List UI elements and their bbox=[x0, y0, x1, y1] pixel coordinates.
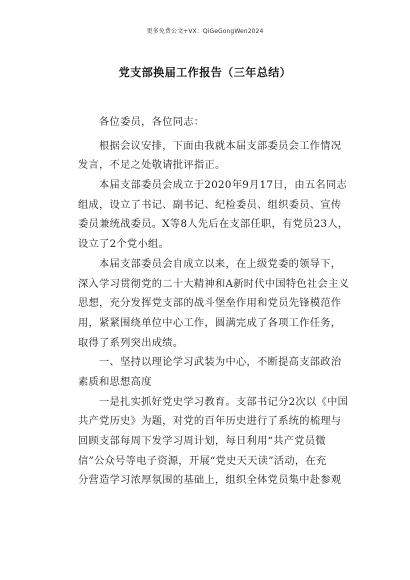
document-body bbox=[78, 113, 350, 491]
body-line: 分营造学习浓厚氛围的基础上，组织全体党员集中赴参观 bbox=[78, 475, 342, 487]
body-line: 深入学习贯彻党的二十大精神和A新时代中国特色社会主义 bbox=[78, 278, 350, 290]
body-line: 思想，充分发挥党支部的战斗堡垒作用和党员先锋模范作 bbox=[78, 298, 342, 310]
body-line: 共产党历史》为题，对党的百年历史进行了系统的梳理与 bbox=[78, 416, 342, 428]
section-heading: 素质和思想高度 bbox=[78, 376, 152, 388]
body-line: 一是扎实抓好党史学习教育。支部书记分2次以《中国 bbox=[99, 396, 349, 408]
body-line: 组成，设立了书记、副书记、纪检委员、组织委员、宣传 bbox=[78, 199, 342, 211]
body-line: 本届支部委员会自成立以来，在上级党委的领导下， bbox=[99, 258, 342, 270]
body-line: 信”公众号等电子资源，开展“党史天天读”活动，在充 bbox=[78, 455, 327, 467]
salutation: 各位委员，各位同志： bbox=[99, 117, 205, 128]
body-line: 本届支部委员会成立于2020年9月17日，由五名同志 bbox=[99, 180, 348, 192]
body-line: 发言，不足之处敬请批评指正。 bbox=[78, 160, 226, 172]
header-note: 更多免费公文+VX：QiGeGongWen2024 bbox=[146, 28, 264, 35]
body-line: 取得了系列突出成绩。 bbox=[78, 337, 184, 349]
body-line: 根据会议安排，下面由我就本届支部委员会工作情况 bbox=[99, 140, 342, 152]
document-title: 党支部换届工作报告（三年总结） bbox=[118, 66, 292, 79]
body-line: 用，紧紧围绕单位中心工作，圆满完成了各项工作任务， bbox=[78, 317, 342, 329]
body-line: 委员兼统战委员。X等8人先后在支部任职，有党员23人， bbox=[78, 219, 349, 231]
section-heading: 一、坚持以理论学习武装为中心，不断提高支部政治 bbox=[99, 357, 342, 369]
body-line: 设立了2个党小组。 bbox=[78, 239, 170, 251]
body-line: 回顾支部每周下发学习周计划，每日利用“共产党员微 bbox=[78, 436, 326, 447]
